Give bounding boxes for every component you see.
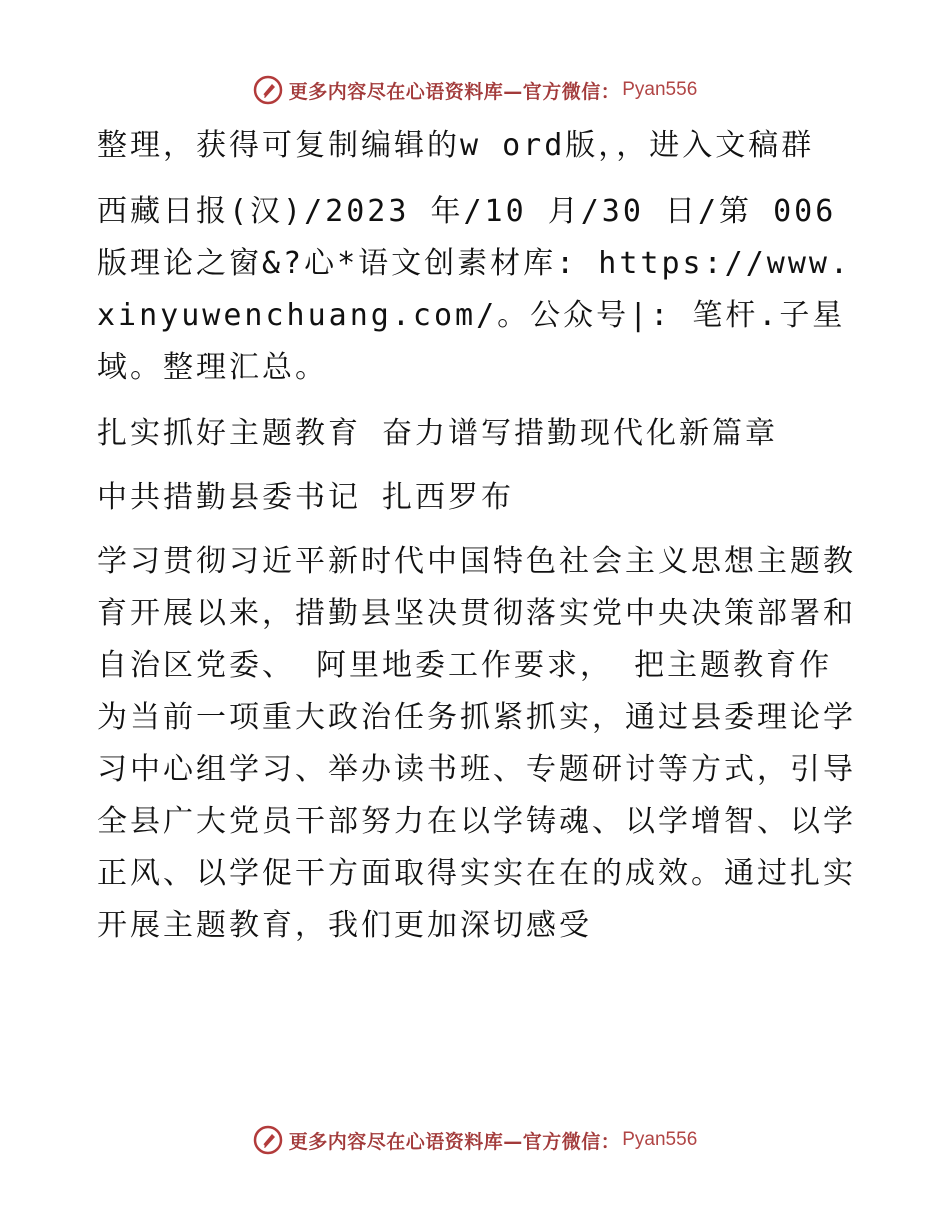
footer-banner xyxy=(0,1120,950,1160)
article-title: 扎实抓好主题教育 奋力谱写措勤现代化新篇章 xyxy=(97,416,779,451)
article-author: 中共措勤县委书记 扎西罗布 xyxy=(97,480,515,515)
banner-account: Pyan556 xyxy=(622,79,698,100)
pen-nib-logo-icon xyxy=(253,1125,283,1155)
banner-account: Pyan556 xyxy=(622,1129,698,1150)
pen-nib-logo-icon xyxy=(253,75,283,105)
body-paragraph: 学习贯彻习近平新时代中国特色社会主义思想主题教育开展以来，措勤县坚决贯彻落实党中央决策部署和自治区党委、 阿里地委工作要求， 把主题教育作为当前一项重大政治任务抓紧抓实，通过县委理论学习中心组学习、举办读书班、专题研讨等方式，引导全县广大党员干部努力在以学铸魂、以学增智、以学正风、以学促干方面取得实实在在的成效。通过扎实开展主题教育，我们更加深切感受 xyxy=(97,544,856,943)
banner-text: 更多内容尽在心语资料库—官方微信： xyxy=(288,80,621,103)
banner-text: 更多内容尽在心语资料库—官方微信： xyxy=(288,1130,621,1153)
intro-paragraph: 整理，获得可复制编辑的w ord版，，进入文稿群 xyxy=(97,128,815,163)
header-banner xyxy=(0,70,950,110)
source-paragraph: 西藏日报(汉)/2023 年/10 月/30 日/第 006 版理论之窗&?心*语文创素材库: https://www.xinyuwenchuang.com/。公众号|: 笔杆.子星域。整理汇总。 xyxy=(97,194,852,385)
document-body xyxy=(97,120,857,966)
